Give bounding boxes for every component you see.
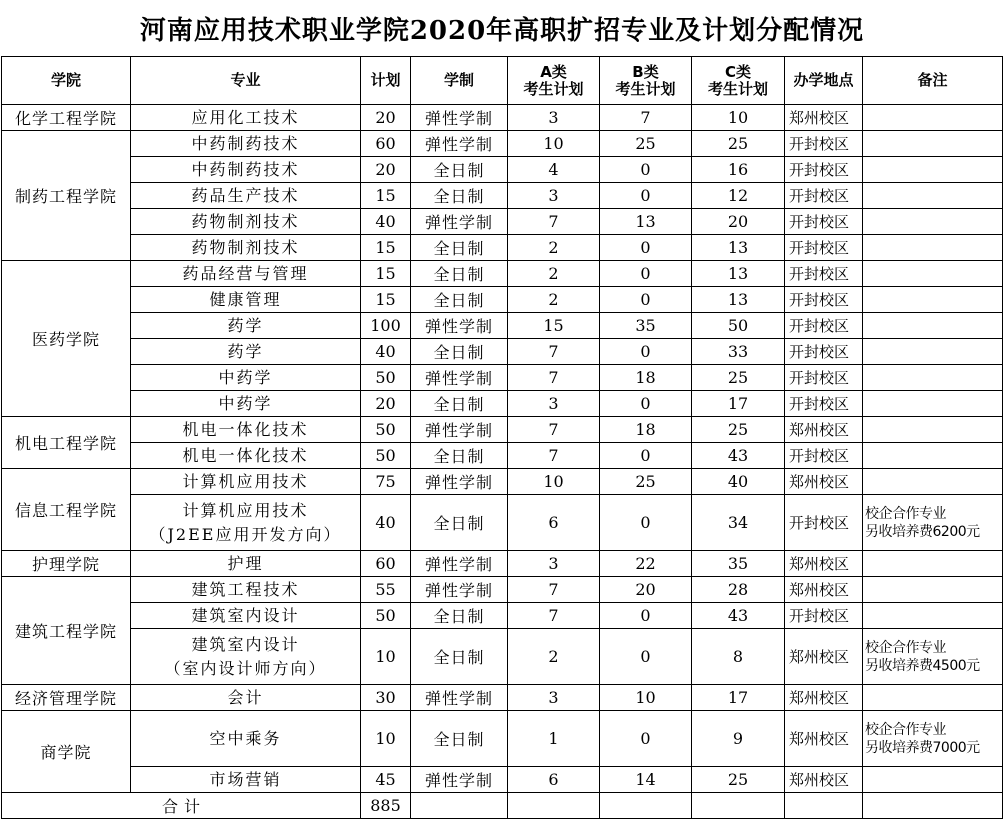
c-plan-cell: 16 xyxy=(692,157,785,183)
plan-cell: 60 xyxy=(361,131,411,157)
note-cell xyxy=(863,183,1003,209)
b-plan-cell: 22 xyxy=(600,551,692,577)
note-cell xyxy=(863,551,1003,577)
major-name: 计算机应用技术 xyxy=(182,471,309,491)
c-plan-cell: 17 xyxy=(692,685,785,711)
major-cell xyxy=(131,339,361,365)
b-plan-cell: 18 xyxy=(600,365,692,391)
location-cell: 开封校区 xyxy=(785,183,863,209)
note-cell xyxy=(863,603,1003,629)
b-plan-cell: 0 xyxy=(600,711,692,767)
b-plan-cell: 18 xyxy=(600,417,692,443)
c-plan-cell: 25 xyxy=(692,131,785,157)
header-plan: 计划 xyxy=(361,57,411,105)
b-plan-cell: 13 xyxy=(600,209,692,235)
table-row xyxy=(2,767,1003,793)
empty-cell xyxy=(411,793,508,819)
c-plan-cell: 12 xyxy=(692,183,785,209)
b-plan-cell: 0 xyxy=(600,339,692,365)
total-plan: 885 xyxy=(361,793,411,819)
c-plan-cell: 20 xyxy=(692,209,785,235)
header-system: 学制 xyxy=(411,57,508,105)
note-cell xyxy=(863,391,1003,417)
note-cell xyxy=(863,105,1003,131)
a-plan-cell: 3 xyxy=(508,391,600,417)
b-plan-cell: 0 xyxy=(600,235,692,261)
note-cell xyxy=(863,767,1003,793)
total-label: 合计 xyxy=(2,793,361,819)
table-row xyxy=(2,209,1003,235)
plan-cell: 10 xyxy=(361,711,411,767)
school-cell: 化学工程学院 xyxy=(2,105,131,131)
b-plan-cell: 0 xyxy=(600,495,692,551)
plan-cell: 45 xyxy=(361,767,411,793)
b-plan-cell: 35 xyxy=(600,313,692,339)
location-cell: 郑州校区 xyxy=(785,767,863,793)
location-cell: 郑州校区 xyxy=(785,577,863,603)
table-row xyxy=(2,261,1003,287)
major-name: 中药学 xyxy=(218,367,273,387)
a-plan-cell: 3 xyxy=(508,183,600,209)
note-cell xyxy=(863,417,1003,443)
major-cell xyxy=(131,685,361,711)
system-cell: 弹性学制 xyxy=(411,469,508,495)
location-cell: 郑州校区 xyxy=(785,105,863,131)
major-cell xyxy=(131,603,361,629)
plan-cell: 15 xyxy=(361,235,411,261)
major-cell xyxy=(131,209,361,235)
a-plan-cell: 10 xyxy=(508,131,600,157)
location-cell: 开封校区 xyxy=(785,603,863,629)
c-plan-cell: 28 xyxy=(692,577,785,603)
header-a-plan: A类 考生计划 xyxy=(508,57,600,105)
school-cell: 机电工程学院 xyxy=(2,417,131,469)
c-plan-cell: 17 xyxy=(692,391,785,417)
major-name: 建筑室内设计 xyxy=(191,634,300,654)
a-plan-cell: 7 xyxy=(508,365,600,391)
plan-cell: 50 xyxy=(361,365,411,391)
major-cell xyxy=(131,105,361,131)
location-cell: 开封校区 xyxy=(785,261,863,287)
b-plan-cell: 0 xyxy=(600,443,692,469)
location-cell: 开封校区 xyxy=(785,391,863,417)
school-cell: 建筑工程学院 xyxy=(2,577,131,685)
note-line: 另收培养费6200元 xyxy=(865,523,980,540)
a-plan-cell: 6 xyxy=(508,767,600,793)
note-cell xyxy=(863,495,1003,551)
header-school: 学院 xyxy=(2,57,131,105)
c-plan-cell: 9 xyxy=(692,711,785,767)
b-plan-cell: 10 xyxy=(600,685,692,711)
table-row xyxy=(2,711,1003,767)
school-cell: 商学院 xyxy=(2,711,131,793)
major-name: 应用化工技术 xyxy=(191,107,300,127)
major-cell xyxy=(131,391,361,417)
note-line: 校企合作专业 xyxy=(865,505,946,522)
note-cell xyxy=(863,339,1003,365)
system-cell: 弹性学制 xyxy=(411,767,508,793)
table-row xyxy=(2,131,1003,157)
plan-cell: 15 xyxy=(361,183,411,209)
header-b-plan: B类 考生计划 xyxy=(600,57,692,105)
plan-cell: 50 xyxy=(361,443,411,469)
school-cell: 制药工程学院 xyxy=(2,131,131,261)
major-cell xyxy=(131,365,361,391)
school-cell: 医药学院 xyxy=(2,261,131,417)
note-cell xyxy=(863,711,1003,767)
c-plan-cell: 43 xyxy=(692,603,785,629)
major-name: 中药制药技术 xyxy=(191,133,300,153)
b-plan-cell: 0 xyxy=(600,261,692,287)
major-name: 市场营销 xyxy=(209,769,282,789)
location-cell: 开封校区 xyxy=(785,365,863,391)
major-name: 中药制药技术 xyxy=(191,159,300,179)
c-plan-cell: 13 xyxy=(692,287,785,313)
b-plan-cell: 0 xyxy=(600,183,692,209)
table-row xyxy=(2,577,1003,603)
b-plan-cell: 0 xyxy=(600,629,692,685)
location-cell: 郑州校区 xyxy=(785,711,863,767)
system-cell: 全日制 xyxy=(411,391,508,417)
system-cell: 全日制 xyxy=(411,287,508,313)
a-plan-cell: 2 xyxy=(508,629,600,685)
empty-cell xyxy=(508,793,600,819)
c-plan-cell: 25 xyxy=(692,767,785,793)
note-cell xyxy=(863,261,1003,287)
plan-cell: 40 xyxy=(361,339,411,365)
note-line: 另收培养费7000元 xyxy=(865,739,980,756)
plan-cell: 15 xyxy=(361,261,411,287)
major-name: 护理 xyxy=(227,553,264,573)
plan-cell: 40 xyxy=(361,495,411,551)
major-cell xyxy=(131,495,361,551)
location-cell: 郑州校区 xyxy=(785,685,863,711)
table-row xyxy=(2,365,1003,391)
major-name: 健康管理 xyxy=(209,289,282,309)
c-plan-cell: 25 xyxy=(692,365,785,391)
note-cell xyxy=(863,443,1003,469)
major-name: 会计 xyxy=(227,687,264,707)
school-cell: 护理学院 xyxy=(2,551,131,577)
note-cell xyxy=(863,577,1003,603)
location-cell: 开封校区 xyxy=(785,235,863,261)
school-cell: 经济管理学院 xyxy=(2,685,131,711)
a-plan-cell: 10 xyxy=(508,469,600,495)
table-row xyxy=(2,551,1003,577)
location-cell: 郑州校区 xyxy=(785,551,863,577)
location-cell: 开封校区 xyxy=(785,495,863,551)
plan-cell: 50 xyxy=(361,417,411,443)
major-cell xyxy=(131,131,361,157)
note-cell xyxy=(863,287,1003,313)
major-name: 药物制剂技术 xyxy=(191,211,300,231)
system-cell: 弹性学制 xyxy=(411,209,508,235)
system-cell: 弹性学制 xyxy=(411,685,508,711)
a-plan-cell: 3 xyxy=(508,551,600,577)
a-plan-cell: 2 xyxy=(508,235,600,261)
location-cell: 开封校区 xyxy=(785,443,863,469)
c-plan-cell: 35 xyxy=(692,551,785,577)
table-row xyxy=(2,417,1003,443)
plan-cell: 20 xyxy=(361,105,411,131)
plan-cell: 60 xyxy=(361,551,411,577)
note-cell xyxy=(863,235,1003,261)
system-cell: 全日制 xyxy=(411,495,508,551)
table-row xyxy=(2,391,1003,417)
plan-cell: 100 xyxy=(361,313,411,339)
c-plan-cell: 25 xyxy=(692,417,785,443)
major-name: 药品生产技术 xyxy=(191,185,300,205)
location-cell: 郑州校区 xyxy=(785,469,863,495)
location-cell: 郑州校区 xyxy=(785,417,863,443)
system-cell: 全日制 xyxy=(411,183,508,209)
system-cell: 全日制 xyxy=(411,711,508,767)
system-cell: 全日制 xyxy=(411,261,508,287)
total-row xyxy=(2,793,1003,819)
major-cell xyxy=(131,443,361,469)
a-plan-cell: 15 xyxy=(508,313,600,339)
empty-cell xyxy=(785,793,863,819)
a-plan-cell: 3 xyxy=(508,105,600,131)
table-row xyxy=(2,235,1003,261)
table-row xyxy=(2,287,1003,313)
system-cell: 弹性学制 xyxy=(411,577,508,603)
note-cell xyxy=(863,685,1003,711)
location-cell: 开封校区 xyxy=(785,157,863,183)
table-row xyxy=(2,105,1003,131)
major-cell xyxy=(131,469,361,495)
a-plan-cell: 1 xyxy=(508,711,600,767)
plan-cell: 20 xyxy=(361,391,411,417)
b-plan-cell: 0 xyxy=(600,287,692,313)
note-cell xyxy=(863,313,1003,339)
empty-cell xyxy=(692,793,785,819)
plan-cell: 40 xyxy=(361,209,411,235)
c-plan-cell: 50 xyxy=(692,313,785,339)
table-row xyxy=(2,339,1003,365)
c-plan-cell: 40 xyxy=(692,469,785,495)
note-line: 校企合作专业 xyxy=(865,721,946,738)
major-name: 药学 xyxy=(227,315,264,335)
system-cell: 全日制 xyxy=(411,443,508,469)
note-cell xyxy=(863,629,1003,685)
page-title: 河南应用技术职业学院2020年高职扩招专业及计划分配情况 xyxy=(139,15,865,46)
plan-cell: 55 xyxy=(361,577,411,603)
major-cell xyxy=(131,711,361,767)
c-plan-cell: 10 xyxy=(692,105,785,131)
plan-cell: 10 xyxy=(361,629,411,685)
system-cell: 全日制 xyxy=(411,603,508,629)
location-cell: 开封校区 xyxy=(785,313,863,339)
system-cell: 弹性学制 xyxy=(411,313,508,339)
empty-cell xyxy=(863,793,1003,819)
plan-cell: 20 xyxy=(361,157,411,183)
major-cell xyxy=(131,157,361,183)
a-plan-cell: 7 xyxy=(508,443,600,469)
a-plan-cell: 7 xyxy=(508,209,600,235)
location-cell: 开封校区 xyxy=(785,131,863,157)
b-plan-cell: 7 xyxy=(600,105,692,131)
major-name: 药品经营与管理 xyxy=(182,263,309,283)
major-name: 中药学 xyxy=(218,393,273,413)
c-plan-cell: 43 xyxy=(692,443,785,469)
b-plan-cell: 0 xyxy=(600,391,692,417)
table-row xyxy=(2,443,1003,469)
major-name: 建筑工程技术 xyxy=(191,579,300,599)
system-cell: 全日制 xyxy=(411,629,508,685)
major-cell xyxy=(131,767,361,793)
enrollment-plan-table xyxy=(1,56,1003,819)
c-plan-cell: 34 xyxy=(692,495,785,551)
a-plan-cell: 7 xyxy=(508,339,600,365)
c-plan-cell: 13 xyxy=(692,261,785,287)
note-line: 校企合作专业 xyxy=(865,639,946,656)
major-cell xyxy=(131,235,361,261)
system-cell: 全日制 xyxy=(411,235,508,261)
plan-cell: 30 xyxy=(361,685,411,711)
note-cell xyxy=(863,209,1003,235)
a-plan-cell: 6 xyxy=(508,495,600,551)
system-cell: 弹性学制 xyxy=(411,131,508,157)
school-cell: 信息工程学院 xyxy=(2,469,131,551)
b-plan-cell: 14 xyxy=(600,767,692,793)
b-plan-cell: 25 xyxy=(600,131,692,157)
header-row xyxy=(2,57,1003,105)
c-plan-cell: 33 xyxy=(692,339,785,365)
table-row xyxy=(2,685,1003,711)
a-plan-cell: 7 xyxy=(508,577,600,603)
header-c-plan: C类 考生计划 xyxy=(692,57,785,105)
major-cell xyxy=(131,577,361,603)
b-plan-cell: 0 xyxy=(600,157,692,183)
a-plan-cell: 7 xyxy=(508,417,600,443)
table-row xyxy=(2,157,1003,183)
note-line: 另收培养费4500元 xyxy=(865,657,980,674)
note-cell xyxy=(863,131,1003,157)
major-name: 机电一体化技术 xyxy=(182,419,309,439)
major-cell xyxy=(131,261,361,287)
system-cell: 弹性学制 xyxy=(411,417,508,443)
b-plan-cell: 20 xyxy=(600,577,692,603)
major-cell xyxy=(131,551,361,577)
c-plan-cell: 13 xyxy=(692,235,785,261)
note-cell xyxy=(863,365,1003,391)
major-name: 药学 xyxy=(227,341,264,361)
table-row xyxy=(2,603,1003,629)
system-cell: 弹性学制 xyxy=(411,105,508,131)
system-cell: 弹性学制 xyxy=(411,365,508,391)
system-cell: 弹性学制 xyxy=(411,551,508,577)
c-plan-cell: 8 xyxy=(692,629,785,685)
major-cell xyxy=(131,417,361,443)
header-location: 办学地点 xyxy=(785,57,863,105)
location-cell: 开封校区 xyxy=(785,287,863,313)
a-plan-cell: 7 xyxy=(508,603,600,629)
major-direction: （J2EE应用开发方向） xyxy=(149,524,342,544)
table-row xyxy=(2,183,1003,209)
location-cell: 开封校区 xyxy=(785,339,863,365)
major-cell xyxy=(131,287,361,313)
major-cell xyxy=(131,183,361,209)
header-major: 专业 xyxy=(131,57,361,105)
empty-cell xyxy=(600,793,692,819)
a-plan-cell: 4 xyxy=(508,157,600,183)
location-cell: 开封校区 xyxy=(785,209,863,235)
major-name: 药物制剂技术 xyxy=(191,237,300,257)
b-plan-cell: 25 xyxy=(600,469,692,495)
location-cell: 郑州校区 xyxy=(785,629,863,685)
plan-cell: 15 xyxy=(361,287,411,313)
major-name: 空中乘务 xyxy=(209,728,282,748)
table-row xyxy=(2,629,1003,685)
major-name: 建筑室内设计 xyxy=(191,605,300,625)
table-row xyxy=(2,469,1003,495)
table-row xyxy=(2,313,1003,339)
header-note: 备注 xyxy=(863,57,1003,105)
system-cell: 全日制 xyxy=(411,339,508,365)
plan-cell: 75 xyxy=(361,469,411,495)
a-plan-cell: 2 xyxy=(508,287,600,313)
a-plan-cell: 2 xyxy=(508,261,600,287)
system-cell: 全日制 xyxy=(411,157,508,183)
note-cell xyxy=(863,469,1003,495)
major-direction: （室内设计师方向） xyxy=(164,658,327,678)
b-plan-cell: 0 xyxy=(600,603,692,629)
major-cell xyxy=(131,313,361,339)
major-name: 计算机应用技术 xyxy=(182,500,309,520)
a-plan-cell: 3 xyxy=(508,685,600,711)
major-cell xyxy=(131,629,361,685)
note-cell xyxy=(863,157,1003,183)
plan-cell: 50 xyxy=(361,603,411,629)
table-row xyxy=(2,495,1003,551)
major-name: 机电一体化技术 xyxy=(182,445,309,465)
